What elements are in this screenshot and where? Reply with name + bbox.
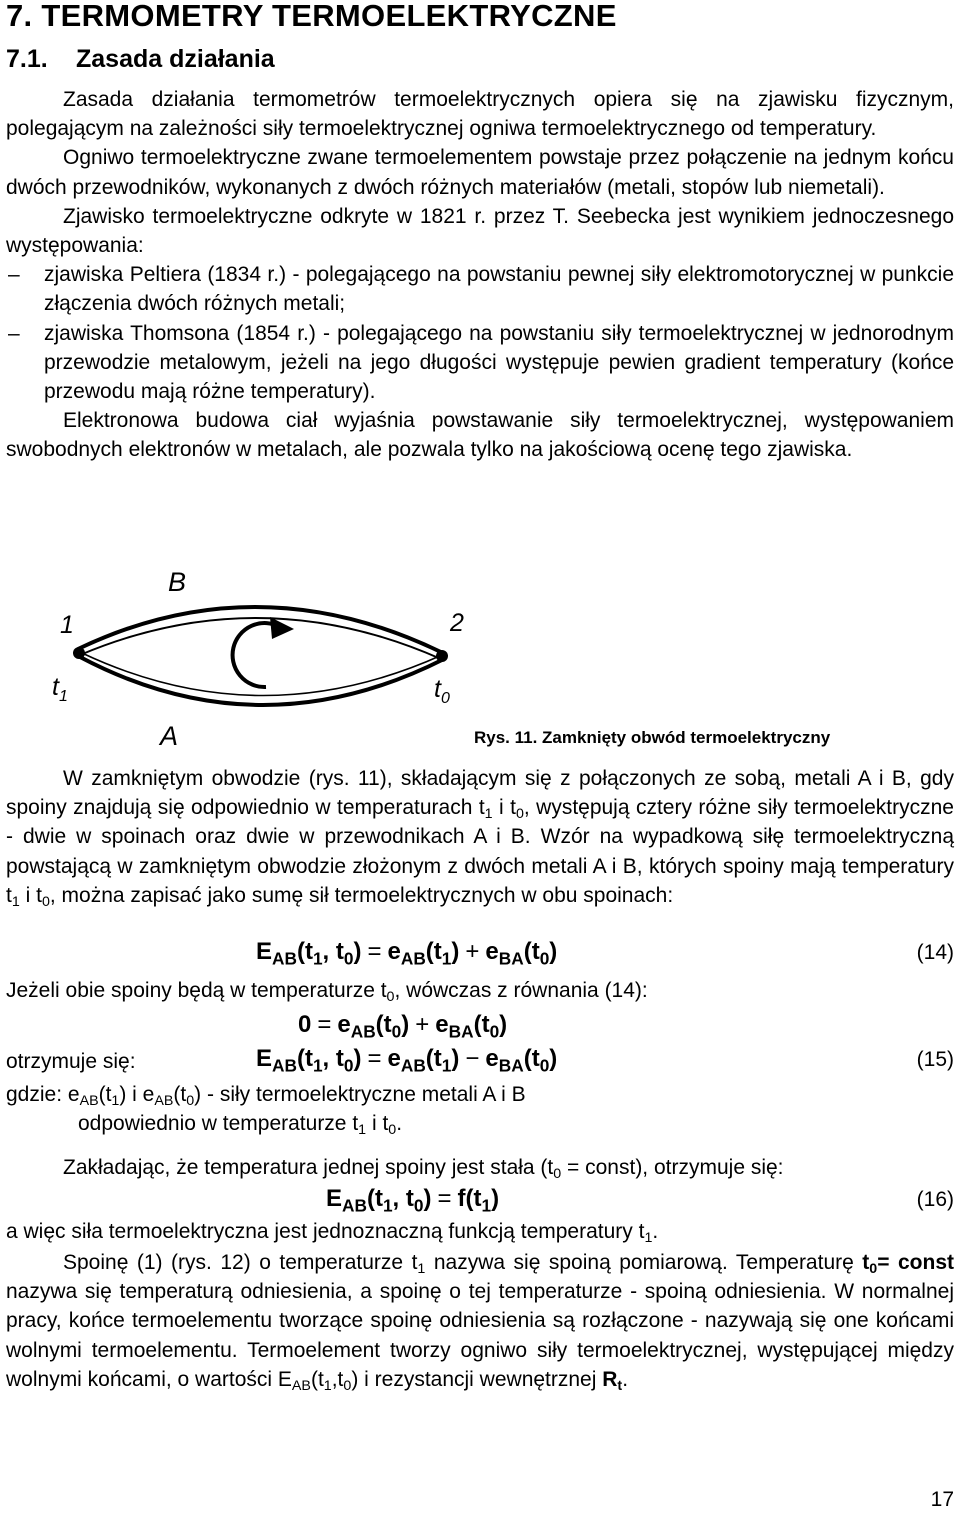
thermocouple-circuit-figure [48,567,488,752]
label-1: 1 [60,611,74,639]
section-number: 7.1. [6,45,48,73]
chapter-number: 7. [6,0,33,33]
label-b: B [168,567,187,597]
equation-16: $E_{AB}(t_1$, $t_0) = f(t_1)$ [326,1185,500,1216]
paragraph: Elektronowa budowa ciał wyjaśnia powstawanie siły termoelektrycznej, występowaniem swobodnych elektronów w metalach, ale pozwala tylko na jakościową ocenę tego zjawiska. [6,409,954,462]
junction-2 [436,650,448,662]
figure-caption: Rys. 11. Zamknięty obwód termoelektryczny [474,728,831,747]
label-a: A [160,721,179,751]
wire-a-inner-arc [82,653,442,696]
text-line: gdzie: $e_{AB}(t_1)$ i $e_{AB}(t_0)$ - siły termoelektryczne metali A i B [6,1083,526,1109]
wire-a-arc [80,657,444,705]
bullet-dash: – [8,263,20,287]
paragraph: Spoinę (1) (rys. 12) o temperaturze $t_1$ nazywa się spoiną pomiarową. Temperaturę $t_0=$ const nazywa się temperaturą odniesienia, a spoinę o tej temperaturze - spoiną odniesienia. W normalnej pracy, końce termoelementu tworzące spoinę odniesienia są rozłączone - nazywają się one końcami wolnymi termoelementu. Termoelement tworzy ogniwo siły termoelektrycznej, występującej między wolnymi końcami, o wartości $E_{AB}(t_1,t_0)$ i rezystancji wewnętrznej $R_t$. [6,1251,954,1394]
equation-14: $E_{AB}(t_1$, $t_0) = e_{AB}(t_1) + e_{BA}(t_0)$ [256,938,558,969]
list-item [6,260,954,318]
equation-number-16: (16) [916,1188,954,1211]
bullet-dash: – [8,321,20,345]
list-item [6,319,954,407]
reference-junction-paragraph [6,1248,954,1394]
circuit-description [6,764,954,910]
text-line: odpowiednio w temperaturze $t_1$ i $t_0$. [78,1112,403,1138]
text-line: Jeżeli obie spoiny będą w temperaturze $t_0$, wówczas z równania (14): [6,979,648,1005]
chapter-heading [6,0,617,34]
paragraph: Ogniwo termoelektryczne zwane termoelementem powstaje przez połączenie na jednym końcu dwóch przewodników, wykonanych z dwóch różnych materiałów (metali, stopów lub niemetali). [6,146,954,199]
section-heading [6,45,275,74]
label-2: 2 [450,609,464,637]
page-number: 17 [930,1488,954,1511]
equation-number-14: (14) [916,941,954,964]
wire-b-arc [78,607,443,653]
junction-1 [73,647,85,659]
section-title: Zasada działania [76,45,275,73]
paragraph: Zjawisko termoelektryczne odkryte w 1821 r. przez T. Seebecka jest wynikiem jednoczesnego występowania: [6,204,954,258]
equation-number-15: (15) [916,1048,954,1071]
equation-zero: $0 = e_{AB}(t_0) + e_{BA}(t_0)$ [298,1011,508,1042]
intro-text-block [6,85,954,465]
equation-15: $E_{AB}(t_1$, $t_0) = e_{AB}(t_1) - e_{BA}(t_0)$ [256,1045,558,1076]
label-t0: $t_0$ [434,675,450,707]
text-line: Zakładając, że temperatura jednej spoiny jest stała ($t_0$ = const), otrzymuje się: [63,1156,784,1182]
paragraph: Zasada działania termometrów termoelektrycznych opiera się na zjawisku fizycznym, polegającym na zależności siły termoelektrycznej ogniwa termoelektrycznego od temperatury. [6,88,954,141]
bullet-text: zjawiska Thomsona (1854 r.) - polegającego na powstaniu siły termoelektrycznej w jednorodnym przewodzie metalowym, jeżeli na jego długości występuje pewien gradient temperatury (końce przewodu mają różne temperatury). [44,321,954,404]
label-t1: $t_1$ [52,673,68,705]
paragraph: W zamkniętym obwodzie (rys. 11), składającym się z połączonych ze sobą, metali A i B, gdy spoiny znajdują się odpowiednio w temperaturach $t_1$ i $t_0$, występują cztery różne siły termoelektryczne - dwie w spoinach oraz dwie w przewodnikach A i B. Wzór na wypadkową siłę termoelektryczną powstającą w zamkniętym obwodzie złożonym z dwóch metali A i B, których spoiny mają temperatury $t_1$ i $t_0$, można zapisać jako sumę sił termoelektrycznych w obu spoinach: [6,767,954,910]
text-line: a więc siła termoelektryczna jest jednoznaczną funkcją temperatury $t_1$. [6,1220,659,1246]
bullet-text: zjawiska Peltiera (1834 r.) - polegającego na powstaniu pewnej siły elektromotorycznej w punkcie złączenia dwóch różnych metali; [44,263,954,316]
chapter-title: TERMOMETRY TERMOELEKTRYCZNE [41,0,617,33]
text-line: otrzymuje się: [6,1050,136,1073]
